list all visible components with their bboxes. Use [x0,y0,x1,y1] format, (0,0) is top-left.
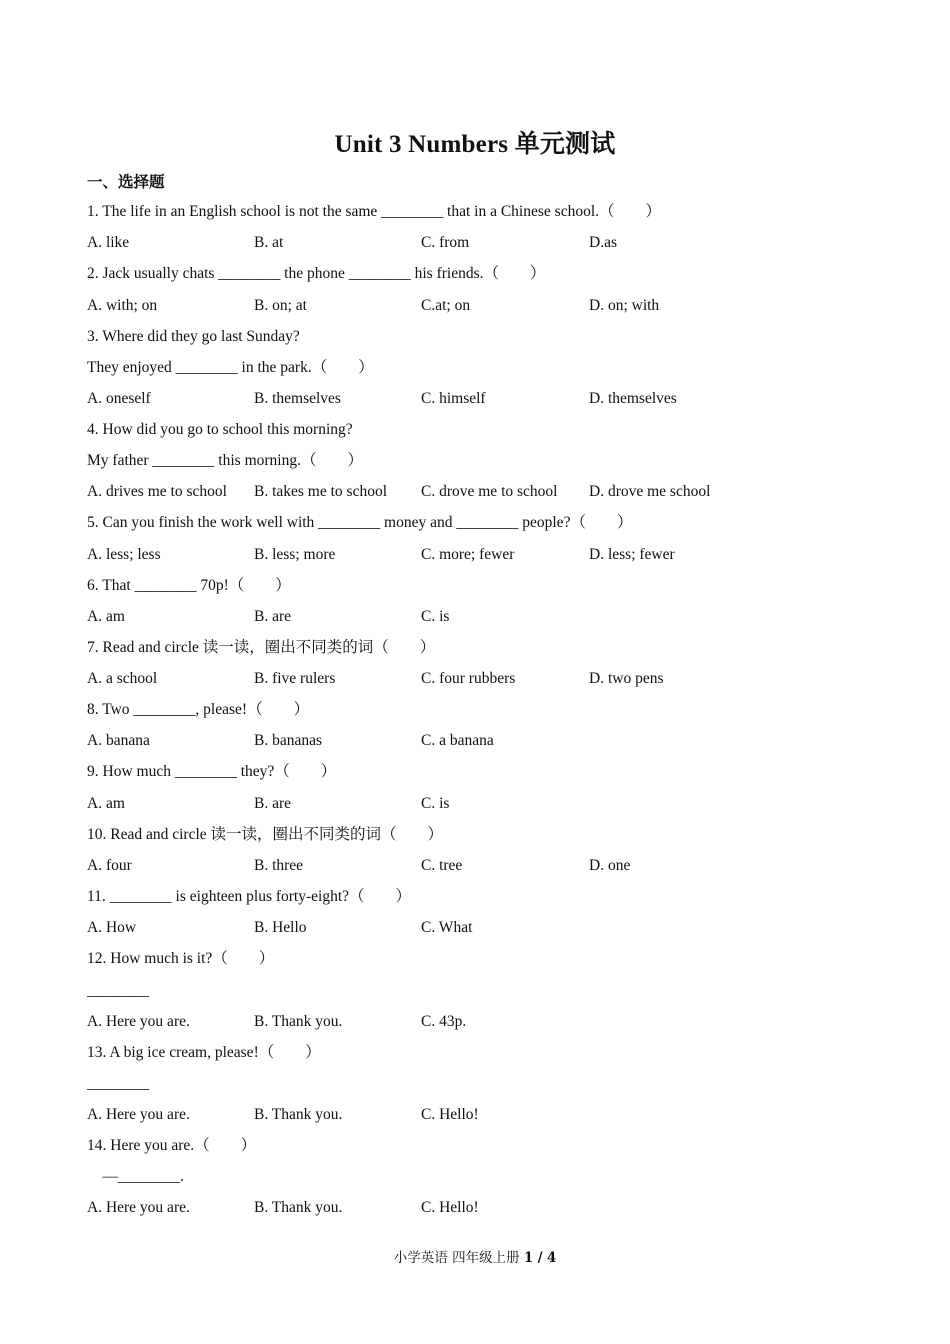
option-a: A. drives me to school [87,483,227,500]
option-b: B. takes me to school [254,483,388,500]
option-b: B. are [254,795,292,812]
answer-options [87,1012,847,1032]
option-c: C. Hello! [421,1106,479,1123]
option-a: A. Here you are. [87,1013,190,1030]
answer-options [87,669,847,689]
question-line: ________ [87,982,149,999]
option-a: A. am [87,795,125,812]
question-stem: 9. How much ________ they?（ ） [87,763,337,780]
question-stem: 2. Jack usually chats ________ the phone ________ his friends.（ ） [87,265,546,282]
answer-options [87,1105,847,1125]
question-stem: 1. The life in an English school is not the same ________ that in a Chinese school.（ ） [87,203,661,220]
option-c: C.at; on [421,297,471,314]
option-d: D. on; with [589,297,660,314]
option-b: B. Thank you. [254,1199,343,1216]
option-b: B. on; at [254,297,307,314]
question-stem: 11. ________ is eighteen plus forty-eight?（ ） [87,888,412,905]
option-a: A. banana [87,732,150,749]
option-a: A. Here you are. [87,1199,190,1216]
answer-options [87,233,847,253]
option-d: D. themselves [589,390,677,407]
answer-options [87,607,847,627]
question-stem: 3. Where did they go last Sunday? [87,328,300,345]
page-title: Unit 3 Numbers 单元测试 [334,131,616,158]
option-a: A. a school [87,670,158,687]
option-c: C. What [421,919,473,936]
question-stem: 12. How much is it?（ ） [87,950,275,967]
option-b: B. at [254,234,284,251]
question-line: They enjoyed ________ in the park.（ ） [87,359,374,376]
question-line: —________. [87,1168,184,1185]
option-b: B. Thank you. [254,1106,343,1123]
question-stem: 4. How did you go to school this morning? [87,421,353,438]
footer-page-number: 1 [523,1250,534,1266]
question-stem: 5. Can you finish the work well with ________ money and ________ people?（ ） [87,514,633,531]
option-b: B. themselves [254,390,341,407]
question-stem: 6. That ________ 70p!（ ） [87,577,291,594]
option-a: A. oneself [87,390,151,407]
question-line: My father ________ this morning.（ ） [87,452,363,469]
option-c: C. from [421,234,470,251]
option-d: D. less; fewer [589,546,675,563]
option-b: B. less; more [254,546,336,563]
footer-subject: 小学英语 四年级上册 [393,1250,520,1266]
section-heading: 一、选择题 [87,173,165,191]
option-d: D.as [589,234,617,251]
question-stem: 10. Read and circle 读一读，圈出不同类的词（ ） [87,826,444,843]
option-d: D. one [589,857,631,874]
answer-options [87,482,847,502]
option-a: A. am [87,608,125,625]
option-a: A. Here you are. [87,1106,190,1123]
answer-options [87,545,847,565]
option-d: D. two pens [589,670,664,687]
option-c: C. is [421,608,450,625]
option-b: B. three [254,857,304,874]
option-c: C. a banana [421,732,494,749]
answer-options [87,794,847,814]
option-d: D. drove me school [589,483,711,500]
answer-options [87,1198,847,1218]
option-b: B. bananas [254,732,323,749]
option-a: A. How [87,919,137,936]
option-c: C. tree [421,857,463,874]
option-c: C. more; fewer [421,546,515,563]
option-b: B. are [254,608,292,625]
question-line: ________ [87,1075,149,1092]
question-stem: 14. Here you are.（ ） [87,1137,257,1154]
page-footer [0,1246,950,1266]
question-stem: 13. A big ice cream, please!（ ） [87,1044,321,1061]
option-b: B. Hello [254,919,307,936]
option-a: A. four [87,857,132,874]
option-c: C. is [421,795,450,812]
option-c: C. four rubbers [421,670,516,687]
option-c: C. Hello! [421,1199,479,1216]
answer-options [87,918,847,938]
option-a: A. like [87,234,130,251]
answer-options [87,731,847,751]
option-c: C. himself [421,390,486,407]
option-b: B. five rulers [254,670,336,687]
option-c: C. drove me to school [421,483,558,500]
answer-options [87,296,847,316]
option-a: A. with; on [87,297,158,314]
option-a: A. less; less [87,546,161,563]
option-b: B. Thank you. [254,1013,343,1030]
question-stem: 8. Two ________, please!（ ） [87,701,310,718]
footer-separator: / [537,1250,543,1266]
answer-options [87,389,847,409]
footer-page-total: 4 [546,1250,557,1266]
question-stem: 7. Read and circle 读一读，圈出不同类的词（ ） [87,639,436,656]
answer-options [87,856,847,876]
option-c: C. 43p. [421,1013,467,1030]
